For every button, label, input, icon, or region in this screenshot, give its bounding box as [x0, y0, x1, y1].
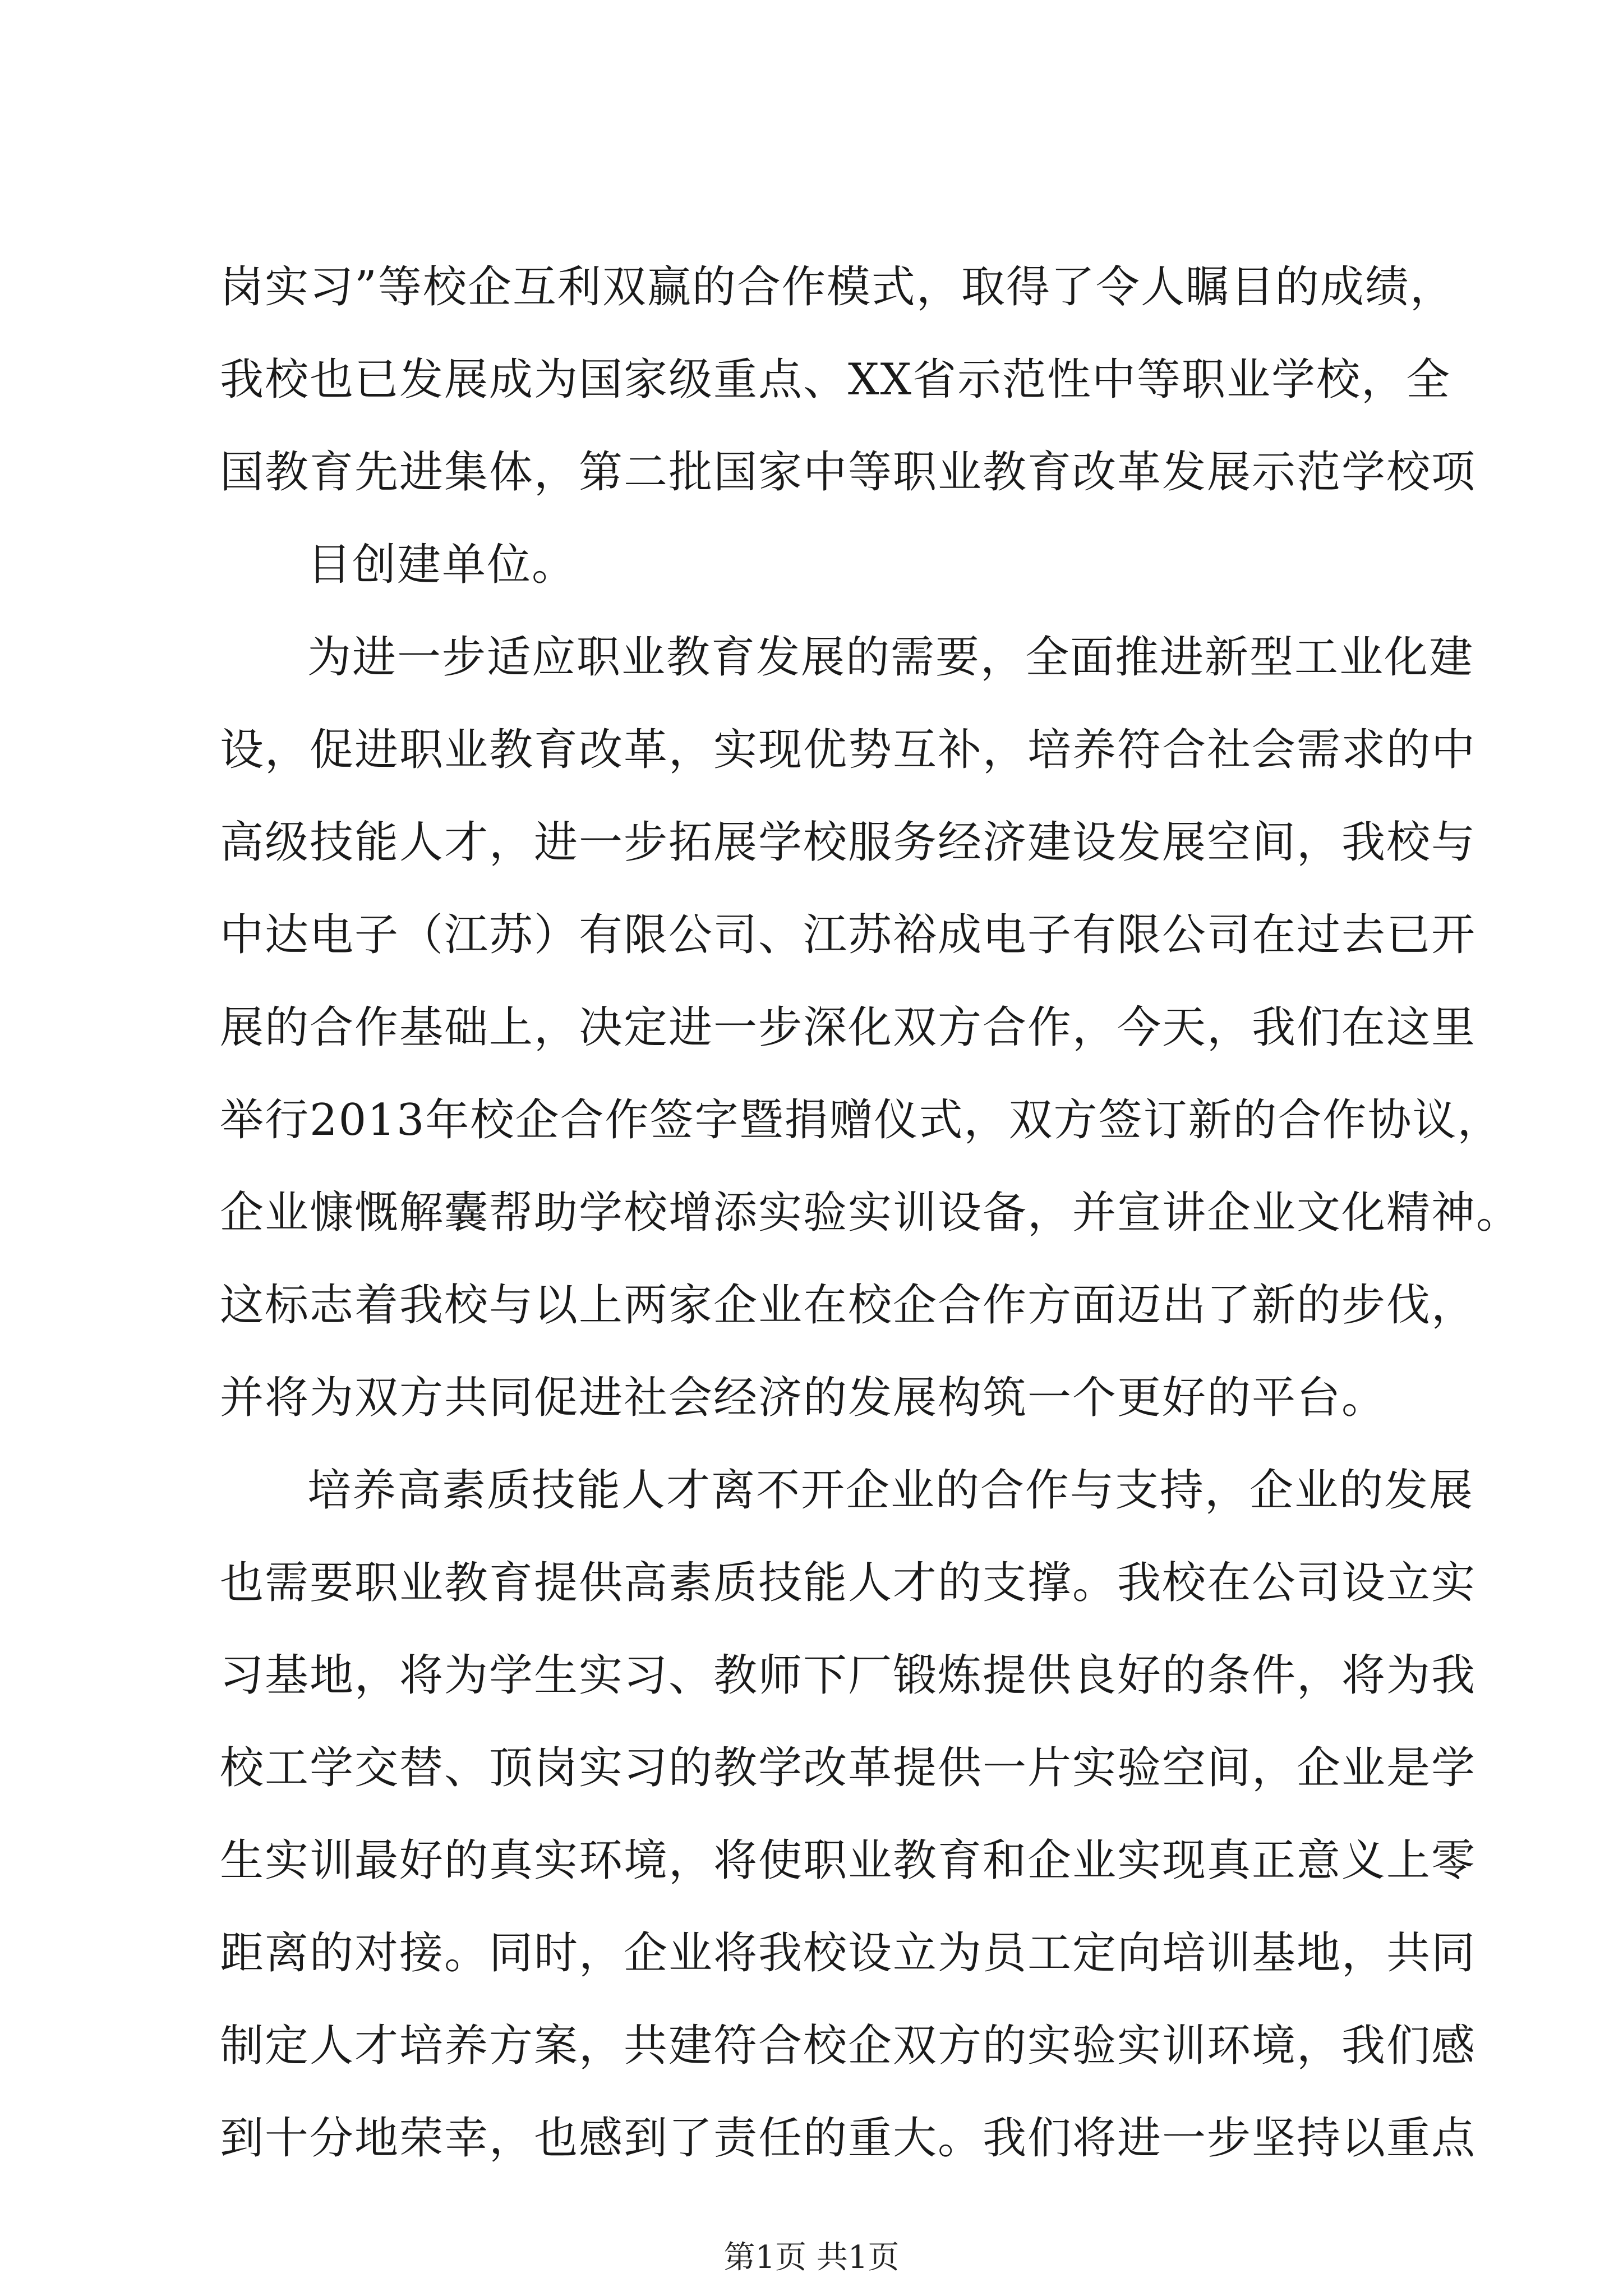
text-line: 这标志着我校与以上两家企业在校企合作方面迈出了新的步伐， [220, 1280, 1477, 1331]
text-line: 企业慷慨解囊帮助学校增添实验实训设备，并宣讲企业文化精神。 [220, 1188, 1521, 1238]
paragraph-first-line: 培养高素质技能人才离不开企业的合作与支持，企业的发展 [307, 1465, 1474, 1516]
text-line: 设，促进职业教育改革，实现优势互补，培养符合社会需求的中 [220, 725, 1477, 775]
text-line: 中达电子（江苏）有限公司、江苏裕成电子有限公司在过去已开 [220, 910, 1477, 960]
text-line: 也需要职业教育提供高素质技能人才的支撑。我校在公司设立实 [220, 1558, 1477, 1608]
text-line: 我校也已发展成为国家级重点、XX省示范性中等职业学校，全 [220, 355, 1451, 405]
text-line: 并将为双方共同促进社会经济的发展构筑一个更好的平台。 [220, 1373, 1387, 1423]
text-line: 制定人才培养方案，共建符合校企双方的实验实训环境，我们感 [220, 2021, 1477, 2071]
text-line: 校工学交替、顶岗实习的教学改革提供一片实验空间，企业是学 [220, 1743, 1477, 1793]
text-line: 高级技能人才，进一步拓展学校服务经济建设发展空间，我校与 [220, 817, 1477, 868]
text-line: 展的合作基础上，决定进一步深化双方合作，今天，我们在这里 [220, 1002, 1477, 1053]
text-line: 国教育先进集体，第二批国家中等职业教育改革发展示范学校项 [220, 447, 1477, 498]
text-line: 距离的对接。同时，企业将我校设立为员工定向培训基地，共同 [220, 1928, 1477, 1978]
text-line: 到十分地荣幸，也感到了责任的重大。我们将进一步坚持以重点 [220, 2113, 1477, 2164]
text-line: 习基地，将为学生实习、教师下厂锻炼提供良好的条件，将为我 [220, 1650, 1477, 1701]
text-line: 岗实习”等校企互利双赢的合作模式，取得了令人瞩目的成绩， [220, 262, 1455, 312]
text-line: 目创建单位。 [307, 540, 577, 590]
page-footer: 第1页 共1页 [723, 2239, 900, 2276]
text-line: 生实训最好的真实环境，将使职业教育和企业实现真正意义上零 [220, 1835, 1477, 1886]
paragraph-first-line: 为进一步适应职业教育发展的需要，全面推进新型工业化建 [307, 632, 1474, 683]
text-line: 举行2013年校企合作签字暨捐赠仪式，双方签订新的合作协议， [220, 1095, 1502, 1145]
